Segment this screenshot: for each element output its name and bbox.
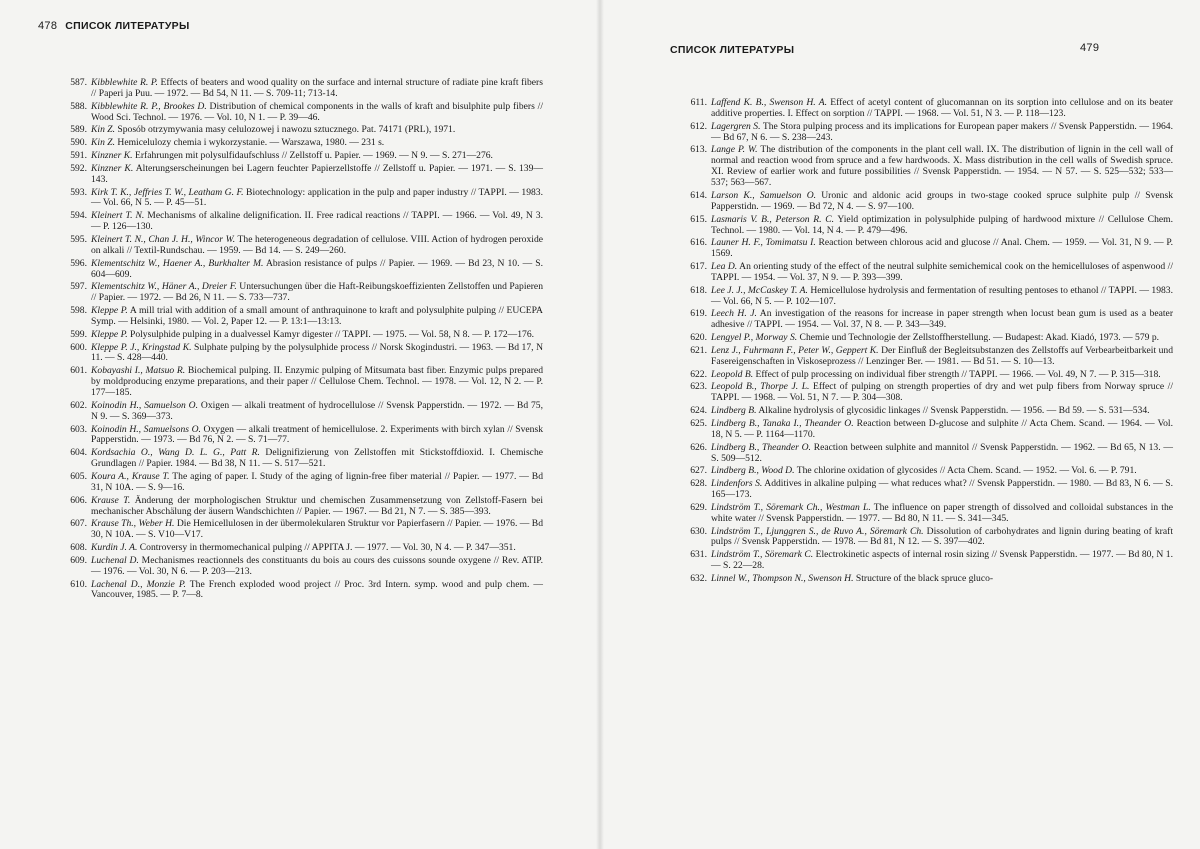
reference-text: Delignifizierung von Zellstoffen mit Stickstoffdioxid. I. Chemische Grundlagen // Papier. 1984. — Bd 38, N 11. — S. 517—521. <box>91 447 543 470</box>
reference-number: 606. <box>70 494 87 506</box>
right-running-head: СПИСОК ЛИТЕРАТУРЫ <box>670 44 795 56</box>
reference-authors: Lindström T., Söremark Ch., Westman L. <box>711 501 871 513</box>
left-page-header <box>38 20 190 32</box>
reference-entry <box>675 191 1173 213</box>
reference-number: 623. <box>690 381 707 393</box>
reference-entry <box>675 443 1173 465</box>
reference-text: The aging of paper. I. Study of the aging of lignin-free fiber material // Papier. — 1977. — Bd 31, N 10A. — S. 9—16. <box>91 470 544 493</box>
reference-authors: Koura A., Krause T. <box>91 470 170 482</box>
reference-text: Oxygen — alkali treatment of hemicellulose. 2. Experiments with birch xylan // Svensk Papperstidn. — 1973. — Bd 76, N 2. — S. 71—77. <box>91 423 544 446</box>
reference-text: An orienting study of the effect of the neutral sulphite semichemical cook on the hemicelluloses of aspenwood // TAPPI. — 1954. — Vol. 37, N 9. — P. 393—399. <box>711 261 1173 283</box>
reference-authors: Linnel W., Thompson N., Swenson H. <box>711 572 854 584</box>
reference-number: 589. <box>70 124 87 136</box>
reference-number: 627. <box>690 465 707 477</box>
reference-authors: Leopold B. <box>711 368 754 380</box>
reference-entry <box>675 333 1173 344</box>
reference-entry <box>55 330 543 341</box>
reference-number: 614. <box>690 189 707 201</box>
reference-number: 609. <box>70 554 87 566</box>
reference-text: Sposób otrzymywania masy celulozowej i nawozu sztucznego. Pat. 74171 (PRL), 1971. <box>115 124 456 136</box>
reference-number: 603. <box>70 423 87 435</box>
reference-number: 629. <box>690 501 707 513</box>
reference-number: 621. <box>690 344 707 356</box>
reference-text: The French exploded wood project // Proc. 3rd Intern. symp. wood and pulp chem. — Vancouver, 1985. — P. 7—8. <box>91 578 544 601</box>
reference-number: 597. <box>70 281 87 293</box>
reference-authors: Klementschitz W., Haener A., Burkhalter M. <box>91 257 264 269</box>
reference-entry <box>675 262 1173 284</box>
reference-text: Electrokinetic aspects of internal rosin sizing // Svensk Papperstidn. — 1977. — Bd 80, N 1. — S. 22—28. <box>711 549 1173 572</box>
reference-entry <box>675 122 1173 144</box>
reference-authors: Kurdin J. A. <box>91 542 138 554</box>
reference-text: Die Hemicellulosen in der übermolekularen Struktur vor Papierfasern // Papier. — 1976. — Bd 30, N 10A. — S. V10—V17. <box>91 518 544 541</box>
reference-entry <box>675 98 1173 120</box>
reference-entry <box>55 401 543 423</box>
reference-number: 613. <box>690 144 707 156</box>
reference-text: Biochemical pulping. II. Enzymic pulping of Mitsumata bast fiber. Enzymic pulps prepared by moldproducing enzyme preparations, and their paper // Cellulose Chem. Technol. — 1978. — Vol. 12, N 2. — P. 177—185. <box>91 365 543 399</box>
reference-authors: Laffend K. B., Swenson H. A. <box>711 97 828 108</box>
reference-text: Mechanismes reactionnels des constituants du bois au cours des cuissons sounde oxygene // Rev. ATIP. — 1976. — Vol. 30, N 6. — P. 203—213. <box>91 554 543 577</box>
reference-number: 594. <box>70 210 87 222</box>
reference-entry <box>675 574 1173 585</box>
reference-authors: Koinodin H., Samuelson O. <box>91 399 199 411</box>
left-page-number: 478 <box>38 20 58 32</box>
reference-text: Abrasion resistance of pulps // Papier. — 1969. — Bd 23, N 10. — S. 604—609. <box>91 257 544 280</box>
reference-authors: Kinzner K. <box>91 162 134 174</box>
reference-authors: Leopold B., Thorpe J. L. <box>711 381 810 393</box>
reference-entry <box>55 151 543 162</box>
reference-entry <box>675 419 1173 441</box>
reference-number: 598. <box>70 305 87 317</box>
reference-entry <box>675 370 1173 381</box>
reference-number: 624. <box>690 405 707 417</box>
reference-number: 618. <box>690 284 707 296</box>
reference-text: Chemie und Technologie der Zellstoffherstellung. — Budapest: Akad. Kiadó, 1973. — 579 p. <box>797 332 1160 344</box>
reference-entry <box>55 448 543 470</box>
reference-authors: Lange P. W. <box>711 144 758 156</box>
reference-authors: Lee J. J., McCaskey T. A. <box>711 284 808 296</box>
reference-number: 592. <box>70 162 87 174</box>
reference-text: Reaction between sulphite and mannitol // Svensk Papperstidn. — 1962. — Bd 65, N 13. — S. 509—512. <box>711 441 1173 464</box>
reference-authors: Kleppe P. J., Kringstad K. <box>91 341 192 353</box>
reference-number: 593. <box>70 186 87 198</box>
reference-authors: Lenz J., Fuhrmann F., Peter W., Geppert K. <box>711 344 879 356</box>
right-reference-list <box>675 98 1173 587</box>
reference-number: 611. <box>690 97 707 108</box>
reference-entry <box>675 503 1173 525</box>
reference-entry <box>55 366 543 399</box>
reference-entry <box>675 466 1173 477</box>
reference-text: The distribution of the components in the plant cell wall. IX. The distribution of lignin in the cell wall of normal and reaction wood from spruce and a few hardwoods. X. Mass distribution in the cell walls of Swedish spruce. XI. Review of earlier work and future possibilities // Svensk Papperstidn. — 1954. — N 57. — S. 525—532; 533—537; 563—567. <box>711 144 1174 189</box>
reference-authors: Larson K., Samuelson O. <box>711 189 817 201</box>
reference-authors: Lengyel P., Morway S. <box>711 332 798 344</box>
reference-text: Hemicelulozy chemia i wykorzystanie. — Warszawa, 1980. — 231 s. <box>115 137 385 149</box>
reference-number: 600. <box>70 341 87 353</box>
reference-authors: Lagergren S. <box>711 120 761 132</box>
reference-authors: Kleppe P. <box>91 305 128 317</box>
reference-text: Effects of beaters and wood quality on the surface and internal structure of radiate pine kraft fibers // Paperi ja Puu. — 1972. — Bd 54, N 11. — S. 709-11; 713-14. <box>91 77 543 99</box>
reference-authors: Koinodin H., Samuelsons O. <box>91 423 201 435</box>
reference-number: 601. <box>70 365 87 377</box>
reference-text: The heterogeneous degradation of cellulose. VIII. Action of hydrogen peroxide on alkali // Textil-Rundschau. — 1959. — Bd 14. — S. 249—260. <box>91 233 543 256</box>
reference-text: An investigation of the reasons for increase in paper strength when locust bean gum is used as a beater adhesive // TAPPI. — 1954. — Vol. 37, N 8. — P. 343—349. <box>711 308 1174 331</box>
reference-authors: Lindberg B., Tanaka I., Theander O. <box>711 417 854 429</box>
reference-authors: Kirk T. K., Jeffries T. W., Leatham G. F. <box>91 186 244 198</box>
reference-entry <box>55 125 543 136</box>
left-running-head: СПИСОК ЛИТЕРАТУРЫ <box>65 20 190 32</box>
reference-text: Reaction between D-glucose and sulphite // Acta Chem. Scand. — 1964. — Vol. 18, N 5. — P. 1164—1170. <box>711 417 1173 440</box>
reference-authors: Kibblewhite R. P. <box>91 77 158 88</box>
reference-authors: Kinzner K. <box>91 150 133 161</box>
reference-entry <box>55 138 543 149</box>
reference-text: Biotechnology: application in the pulp and paper industry // TAPPI. — 1983. — Vol. 66, N 5. — P. 45—51. <box>91 186 543 209</box>
reference-entry <box>55 188 543 210</box>
reference-text: Hemicellulose hydrolysis and fermentation of resulting pentoses to ethanol // TAPPI. — 1983. — Vol. 66, N 5. — P. 102—107. <box>711 284 1173 307</box>
reference-text: Oxigen — alkali treatment of hydrocellulose // Svensk Papperstidn. — 1972. — Bd 75, N 9. — S. 369—373. <box>91 399 544 422</box>
reference-text: A mill trial with addition of a small amount of anthraquinone to kraft and polysulphite pulping // EUCEPA Symp. — Helsinki, 1980. — Vol. 2, Paper 12. — P. 13:1—13:13. <box>91 305 543 327</box>
reference-number: 619. <box>690 308 707 320</box>
reference-number: 596. <box>70 257 87 269</box>
reference-entry <box>55 425 543 447</box>
reference-entry <box>55 259 543 281</box>
reference-entry <box>675 286 1173 308</box>
right-page <box>600 0 1200 849</box>
reference-text: Controversy in thermomechanical pulping // APPITA J. — 1977. — Vol. 30, N 4. — P. 347—351. <box>137 542 516 554</box>
reference-text: The Stora pulping process and its implications for European paper makers // Svensk Papperstidn. — 1964. — Bd 67, N 6. — S. 238—243. <box>711 120 1174 143</box>
reference-number: 608. <box>70 542 87 554</box>
reference-entry <box>55 102 543 124</box>
reference-text: Structure of the black spruce gluco- <box>853 572 994 584</box>
reference-number: 617. <box>690 261 707 273</box>
reference-number: 595. <box>70 233 87 245</box>
reference-text: The influence on paper strength of dissolved and colloidal substances in the white water // Svensk Papperstidn. — 1977. — Bd 80, N 11. — S. 341—345. <box>711 501 1173 524</box>
reference-number: 588. <box>70 100 87 112</box>
reference-entry <box>55 211 543 233</box>
reference-entry <box>55 580 543 602</box>
reference-number: 630. <box>690 525 707 537</box>
reference-number: 632. <box>690 572 707 584</box>
reference-authors: Lindenfors S. <box>711 478 763 490</box>
reference-text: Reaction between chlorous acid and glucose // Anal. Chem. — 1959. — Vol. 31, N 9. — P. 1569. <box>711 237 1173 260</box>
reference-entry <box>55 472 543 494</box>
reference-authors: Leech H. J. <box>711 308 757 320</box>
reference-entry <box>675 406 1173 417</box>
reference-authors: Kin Z. <box>91 137 115 149</box>
reference-number: 626. <box>690 441 707 453</box>
reference-authors: Lea D. <box>711 261 738 273</box>
reference-text: Effect of acetyl content of glucomannan on its sorption into cellulose and on its beater additive properties. I. Effect on sorption // TAPPI. — 1968. — Vol. 51, N 3. — P. 118—123. <box>711 97 1173 119</box>
reference-authors: Kleppe P. <box>91 328 128 340</box>
reference-text: Änderung der morphologischen Struktur und chemischen Zusammensetzung von Zellstoff-Fasern bei mechanischer Abschälung der äusern Wandschichten // Papier. — 1967. — Bd 21, N 7. — S. 385—393. <box>91 494 543 517</box>
right-page-number: 479 <box>1080 42 1100 54</box>
reference-number: 631. <box>690 549 707 561</box>
reference-text: Mechanisms of alkaline delignification. II. Free radical reactions // TAPPI. — 1966. — Vol. 49, N 3. — P. 126—130. <box>91 210 543 233</box>
reference-text: Alkaline hydrolysis of glycosidic linkages // Svensk Papperstidn. — 1956. — Bd 59. — S. 531—534. <box>756 405 1150 417</box>
reference-text: Yield optimization in polysulphide pulping of hardwood mixture // Cellulose Chem. Technol. — 1980. — Vol. 14, N 4. — P. 479—496. <box>711 213 1173 236</box>
reference-number: 622. <box>690 368 707 380</box>
reference-text: Distribution of chemical components in the walls of kraft and bisulphite pulp fibers // Wood Sci. Technol. — 1976. — Vol. 10, N 1. — P. 39—46. <box>91 100 544 123</box>
reference-number: 587. <box>70 77 87 88</box>
reference-number: 599. <box>70 328 87 340</box>
reference-authors: Lindberg B., Theander O. <box>711 441 811 453</box>
reference-number: 604. <box>70 447 87 459</box>
reference-entry <box>55 519 543 541</box>
reference-text: Effect of pulp processing on individual fiber strength // TAPPI. — 1966. — Vol. 49, N 7. — P. 315—318. <box>753 368 1161 380</box>
reference-entry <box>675 145 1173 189</box>
reference-text: Der Einfluß der Begleitsubstanzen des Zellstoffs auf Verbearbeitbarkeit und Fasereigenschaften in Viskoseprozess // Lenzinger Ber. — 1981. — Bd 51. — S. 10—13. <box>711 344 1174 367</box>
reference-text: Sulphate pulping by the polysulphide process // Norsk Skogindustri. — 1963. — Bd 17, N 11. — S. 428—440. <box>91 341 543 364</box>
reference-entry <box>675 346 1173 368</box>
left-reference-list <box>55 78 543 603</box>
reference-text: Erfahrungen mit polysulfidaufschluss // Zellstoff u. Papier. — 1969. — N 9. — S. 271—276. <box>132 150 493 161</box>
reference-number: 610. <box>70 578 87 590</box>
reference-text: Dissolution of carbohydrates and lignin during beating of kraft pulps // Svensk Papperstidn. — 1978. — Bd 81, N 12. — S. 397—402. <box>711 525 1173 548</box>
reference-authors: Kibblewhite R. P., Brookes D. <box>91 100 207 112</box>
reference-entry <box>675 238 1173 260</box>
reference-entry <box>55 543 543 554</box>
reference-entry <box>55 496 543 518</box>
reference-text: Polysulphide pulping in a dualvessel Kamyr digester // TAPPI. — 1975. — Vol. 58, N 8. — P. 172—176. <box>127 328 535 340</box>
reference-entry <box>675 527 1173 549</box>
reference-entry <box>55 306 543 328</box>
reference-entry <box>675 215 1173 237</box>
reference-authors: Klementschitz W., Häner A., Dreier F. <box>91 281 237 293</box>
reference-number: 590. <box>70 137 87 149</box>
reference-authors: Kin Z. <box>91 124 115 136</box>
reference-number: 616. <box>690 237 707 249</box>
reference-text: The chlorine oxidation of glycosides // Acta Chem. Scand. — 1952. — Vol. 6. — P. 791. <box>794 465 1137 477</box>
reference-entry <box>675 309 1173 331</box>
reference-entry <box>55 556 543 578</box>
reference-text: Alterungserscheinungen bei Lagern feuchter Papierzellstoffe // Zellstoff u. Papier. — 1971. — S. 139—143. <box>91 162 543 185</box>
reference-authors: Lindström T., Ljunggren S., de Ruvo A., Söremark Ch. <box>711 525 924 537</box>
reference-text: Additives in alkaline pulping — what reduces what? // Svensk Papperstidn. — 1980. — Bd 83, N 6. — S. 165—173. <box>711 478 1173 501</box>
reference-entry <box>55 343 543 365</box>
reference-number: 607. <box>70 518 87 530</box>
reference-authors: Lindström T., Söremark C. <box>711 549 814 561</box>
reference-entry <box>675 479 1173 501</box>
reference-authors: Lindberg B., Wood D. <box>711 465 795 477</box>
reference-authors: Kobayashi I., Matsuo R. <box>91 365 186 377</box>
reference-entry <box>675 550 1173 572</box>
reference-number: 615. <box>690 213 707 225</box>
reference-authors: Luchenal D. <box>91 554 139 566</box>
reference-number: 605. <box>70 470 87 482</box>
reference-authors: Lasmaris V. B., Peterson R. C. <box>711 213 835 225</box>
reference-number: 625. <box>690 417 707 429</box>
reference-number: 628. <box>690 478 707 490</box>
reference-number: 620. <box>690 332 707 344</box>
reference-authors: Lachenal D., Monzie P. <box>91 578 186 590</box>
reference-entry <box>55 78 543 100</box>
reference-entry <box>675 382 1173 404</box>
reference-number: 612. <box>690 120 707 132</box>
reference-authors: Launer H. F., Tomimatsu I. <box>711 237 816 249</box>
reference-authors: Kleinert T. N. <box>91 210 145 222</box>
reference-entry <box>55 235 543 257</box>
reference-text: Uronic and aldonic acid groups in two-stage cooked spruce sulphite pulp // Svensk Papperstidn. — 1969. — Bd 72, N 4. — S. 97—100. <box>711 189 1173 212</box>
reference-authors: Krause T. <box>91 494 131 506</box>
reference-number: 591. <box>70 150 87 161</box>
reference-text: Effect of pulping on strength properties of dry and wet pulp fibers from Norway spruce // TAPPI. — 1968. — Vol. 51, N 7. — P. 304—308. <box>711 381 1173 404</box>
reference-entry <box>55 164 543 186</box>
reference-text: Untersuchungen über die Haft-Reibungskoeffizienten Zellstoffen und Papieren // Papier. — 1972. — Bd 26, N 11. — S. 733—737. <box>91 281 543 304</box>
reference-number: 602. <box>70 399 87 411</box>
reference-authors: Kordsachia O., Wang D. L. G., Patt R. <box>91 447 260 459</box>
reference-authors: Lindberg B. <box>711 405 757 417</box>
reference-authors: Kleinert T. N., Chan J. H., Wincor W. <box>91 233 236 245</box>
reference-entry <box>55 282 543 304</box>
reference-authors: Krause Th., Weber H. <box>91 518 175 530</box>
